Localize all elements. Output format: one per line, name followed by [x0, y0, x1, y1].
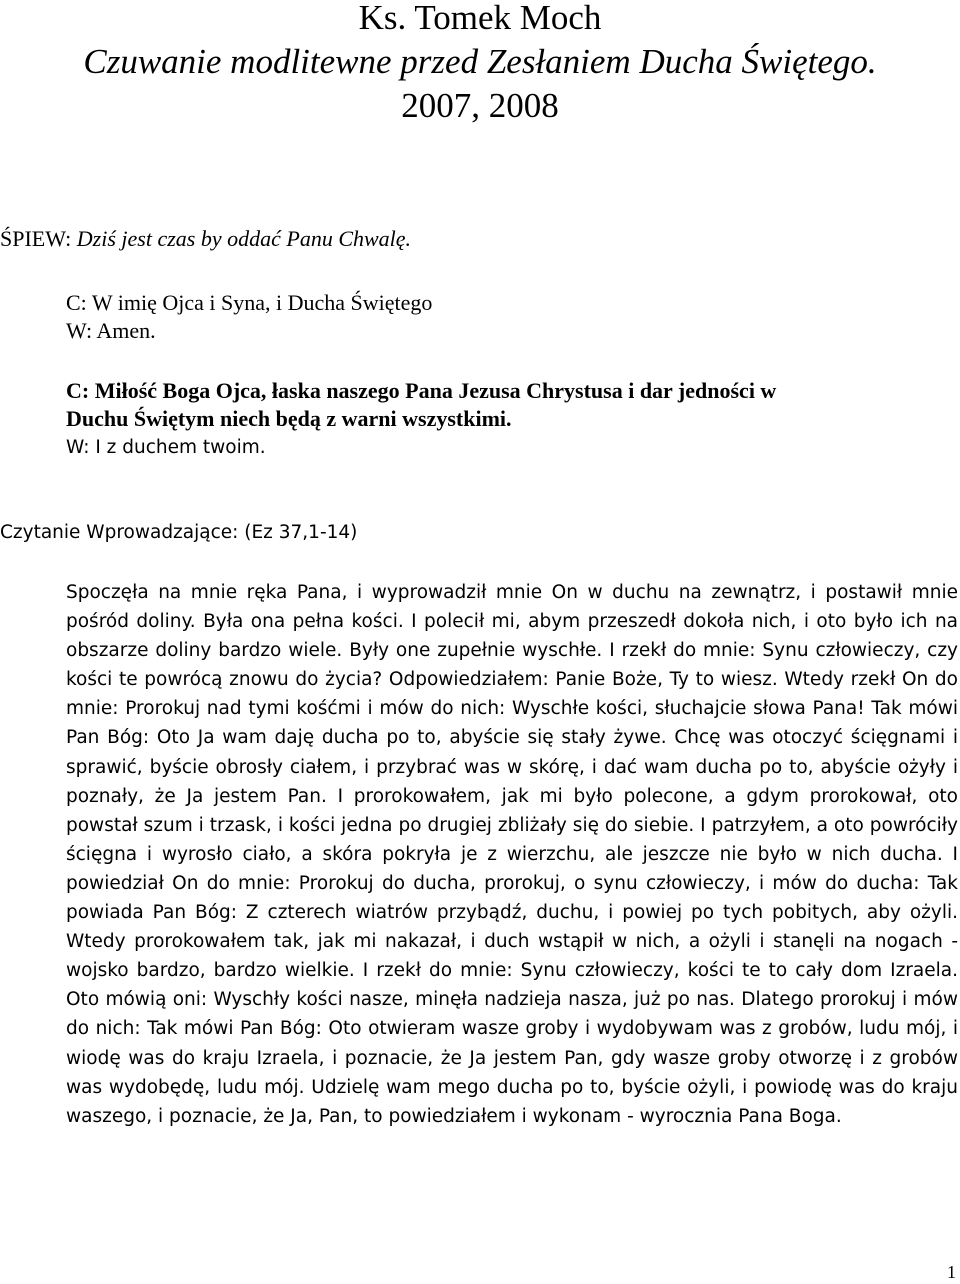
- document-years: 2007, 2008: [401, 86, 559, 125]
- reading-heading: Czytanie Wprowadzające: (Ez 37,1-14): [0, 522, 358, 543]
- song-title: Dziś jest czas by oddać Panu Chwalę.: [76, 226, 412, 251]
- response-spirit: W: I z duchem twoim.: [66, 437, 266, 458]
- page-number: 1: [947, 1262, 956, 1282]
- reading-text: Spoczęła na mnie ręka Pana, i wyprowadził mnie On w duchu na zewnątrz, i postawił mnie pośród doliny. Była ona pełna kości. I polecił mi, abym przeszedł dokoła nich, i oto było ich na obszarze doliny bardzo wiele. Były one zupełnie wyschłe. I rzekł do mnie: Synu człowieczy, czy kości te powrócą znowu do życia? Odpowiedziałem: Panie Boże, Ty to wiesz. Wtedy rzekł On do mnie: Prorokuj nad tymi kośćmi i mów do nich: Wyschłe kości, słuchajcie słowa Pana! Tak mówi Pan Bóg: Oto Ja wam daję ducha po to, abyście się stały żywe. Chcę was otoczyć ścięgnami i sprawić, byście obrosły ciałem, i przybrać was w skórę, i dać wam ducha po to, abyście ożyły i poznały, że Ja jestem Pan. I prorokowałem, jak mi było polecone, a gdym prorokował, oto powstał szum i trzask, i kości jedna po drugiej zbliżały się do siebie. I patrzyłem, a oto powróciły ścięgna i wyrosło ciało, a skóra pokryła je z wierzchu, ale jeszcze nie było w nich ducha. I powiedział On do mnie: Prorokuj do ducha, prorokuj, o synu człowieczy, i mów do ducha: Tak powiada Pan Bóg: Z czterech wiatrów przybądź, duchu, i powiej po tych pobitych, aby ożyli. Wtedy prorokowałem tak, jak mi nakazał, i duch wstąpił w nich, a ożyli i stanęli na nogach - wojsko bardzo, bardzo wielkie. I rzekł do mnie: Synu człowieczy, kości te to cały dom Izraela. Oto mówią oni: Wyschły kości nasze, minęła nadzieja nasza, już po nas. Dlatego prorokuj i mów do nich: Tak mówi Pan Bóg: Oto otwieram wasze groby i wydobywam was z grobów, ludu mój, i wiodę was do kraju Izraela, i poznacie, że Ja jestem Pan, gdy wasze groby otworzę i z grobów was wydobędę, ludu mój. Udzielę wam mego ducha po to, byście ożyli, i powiodę was do kraju waszego, i poznacie, że Ja, Pan, to powiedziałem i wykonam - wyrocznia Pana Boga.: [66, 582, 958, 1127]
- song-label: ŚPIEW:: [0, 226, 72, 251]
- song-line: [0, 226, 411, 252]
- celebrant-blessing-line-2: Duchu Świętym niech będą z warni wszystkimi.: [66, 406, 512, 431]
- celebrant-blessing-line-1: C: Miłość Boga Ojca, łaska naszego Pana Jezusa Chrystusa i dar jedności w: [66, 378, 777, 403]
- response-amen: W: Amen.: [66, 318, 156, 343]
- document-title: Czuwanie modlitewne przed Zesłaniem Ducha Świętego.: [83, 42, 877, 81]
- author-heading: Ks. Tomek Moch: [358, 0, 602, 37]
- celebrant-greeting: C: W imię Ojca i Syna, i Ducha Świętego: [66, 290, 433, 315]
